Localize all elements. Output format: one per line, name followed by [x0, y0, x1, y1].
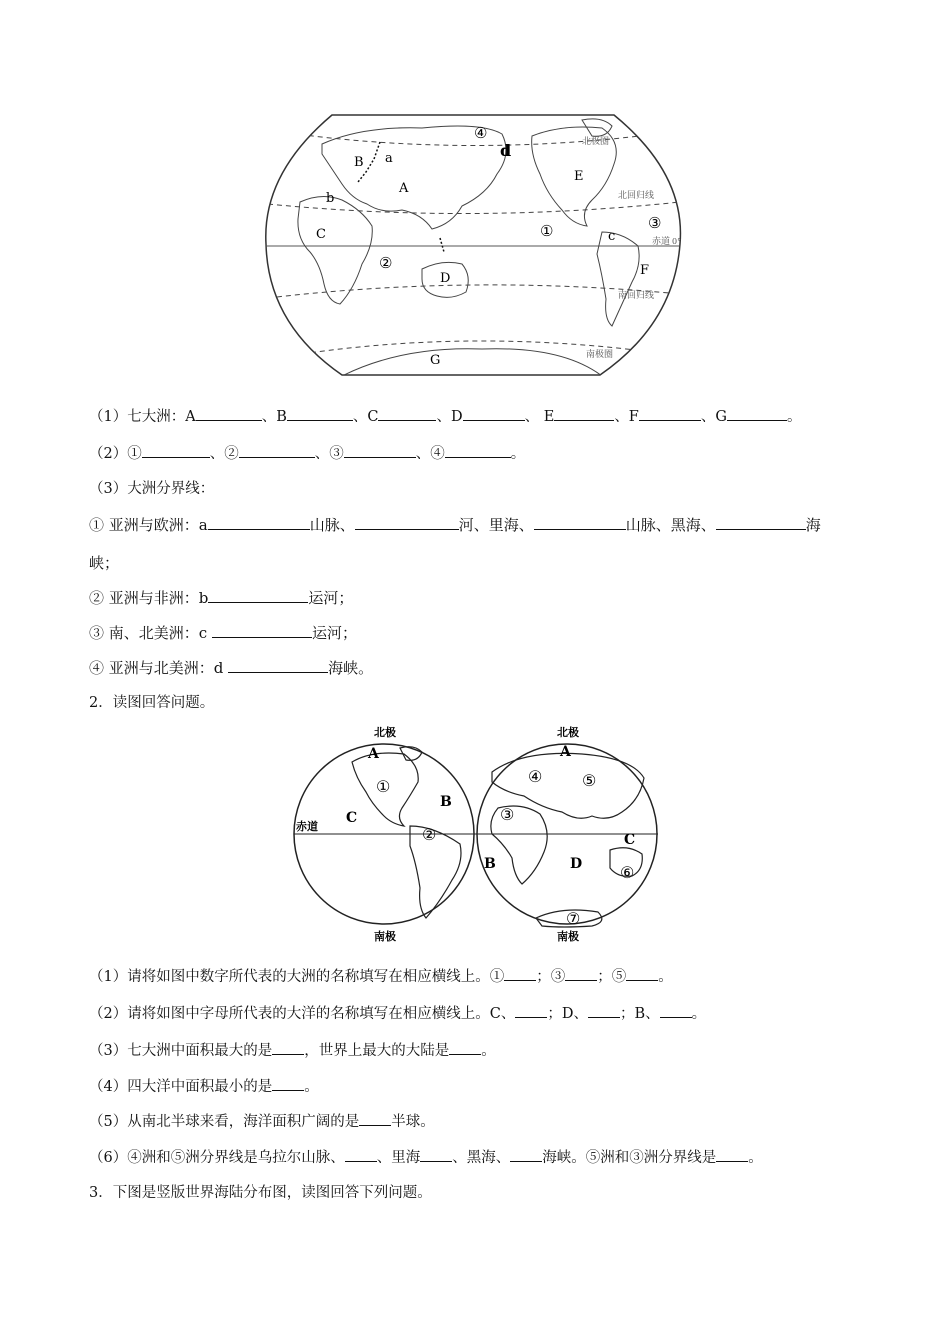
label-tropic-cancer: 北回归线 [618, 191, 655, 201]
blank-A[interactable] [196, 406, 262, 421]
west-n2: ② [422, 825, 437, 844]
label-G: G [430, 353, 441, 368]
q1-l1-p5: 、 E [524, 409, 555, 425]
blank-B[interactable] [287, 406, 353, 421]
label-C: C [316, 227, 326, 242]
blank-boundary-c[interactable] [212, 623, 312, 638]
blank-hemisphere[interactable] [359, 1111, 391, 1126]
q1-l1-p1: （1）七大洲：A [89, 409, 196, 425]
blank-smallest-ocean[interactable] [272, 1076, 304, 1091]
q1-l2-p1: （2）① [89, 446, 142, 462]
q1-l4-p5: 海 [805, 516, 821, 534]
q2-l2-p1: （2）请将如图中字母所代表的大洋的名称填写在相应横线上。C、 [89, 1006, 516, 1022]
q1-l1-p8: 。 [786, 409, 802, 425]
east-n6: ⑥ [620, 863, 635, 882]
label-arctic-circle: 北极圈 [582, 137, 610, 147]
blank-ocean-2[interactable] [239, 443, 315, 458]
blank-F[interactable] [639, 406, 701, 421]
q1-l2-p5: 。 [510, 446, 526, 462]
q2-line-2 [89, 1003, 706, 1024]
q2-line-5 [89, 1111, 435, 1132]
west-north-pole: 北极 [374, 726, 396, 739]
blank-ocean-4[interactable] [445, 443, 511, 458]
label-A: A [399, 181, 409, 196]
q1-l4-p1: ① 亚洲与欧洲：a [89, 516, 208, 534]
q1-l7-p2: 运河； [311, 624, 357, 642]
q2-l4-p1: （4）四大洋中面积最小的是 [89, 1079, 273, 1095]
blank-boundary-a2[interactable] [355, 515, 459, 530]
west-n1: ① [376, 777, 391, 796]
east-n3: ③ [500, 805, 515, 824]
label-d: d [500, 141, 512, 160]
label-F: F [640, 263, 650, 278]
label-equator-degree: 0° [672, 237, 682, 246]
blank-ocean-D[interactable] [588, 1003, 620, 1018]
q2-line-3 [89, 1040, 496, 1061]
q1-line-7 [89, 623, 357, 643]
label-ocean-2: ② [379, 254, 393, 272]
blank-boundary-45-3[interactable] [510, 1147, 542, 1162]
q2-l6-p5: 。 [748, 1150, 763, 1166]
q1-l4-p3: 河、里海、 [458, 516, 534, 534]
label-b: b [326, 191, 335, 206]
world-map-1 [262, 114, 686, 376]
label-D: D [440, 271, 451, 286]
blank-cont-3[interactable] [565, 966, 597, 981]
blank-ocean-3[interactable] [344, 443, 416, 458]
east-n7: ⑦ [566, 909, 581, 928]
east-D: D [570, 856, 583, 872]
blank-ocean-B[interactable] [660, 1003, 692, 1018]
blank-boundary-a4[interactable] [716, 515, 806, 530]
q1-line-1 [89, 406, 801, 427]
q2-line-1 [89, 966, 673, 987]
west-A: A [368, 746, 379, 762]
q1-line-8 [89, 658, 373, 678]
blank-E[interactable] [554, 406, 614, 421]
west-B: B [440, 794, 452, 810]
q1-l8-p1: ④ 亚洲与北美洲：d [89, 659, 229, 677]
q2-line-6 [89, 1147, 763, 1168]
blank-G[interactable] [727, 406, 787, 421]
label-antarctic-circle: 南极圈 [586, 350, 614, 360]
blank-cont-5[interactable] [626, 966, 658, 981]
q1-l4-p2: 山脉、 [309, 516, 355, 534]
q2-line-4 [89, 1076, 319, 1097]
q2-l1-p2: ；③ [536, 969, 566, 985]
q1-l2-p2: 、② [209, 446, 239, 462]
blank-boundary-45-2[interactable] [420, 1147, 452, 1162]
label-ocean-3: ③ [648, 214, 662, 232]
blank-boundary-45-1[interactable] [345, 1147, 377, 1162]
blank-boundary-b[interactable] [208, 588, 308, 603]
q2-l5-p1: （5）从南北半球来看，海洋面积广阔的是 [89, 1114, 360, 1130]
label-B: B [354, 155, 364, 170]
q2-l3-p1: （3）七大洲中面积最大的是 [89, 1043, 273, 1059]
label-equator: 赤道 [652, 237, 671, 247]
label-ocean-1: ① [540, 222, 554, 240]
q1-line-6 [89, 588, 353, 608]
q2-l1-p1: （1）请将如图中数字所代表的大洲的名称填写在相应横线上。① [89, 969, 505, 985]
blank-cont-1[interactable] [504, 966, 536, 981]
map-frame [266, 115, 681, 375]
label-E: E [574, 169, 584, 184]
label-tropic-capricorn: 南回归线 [618, 291, 655, 301]
q1-l1-p7: 、G [700, 409, 727, 425]
west-south-pole: 南极 [374, 930, 396, 943]
q1-l4-p4: 山脉、黑海、 [625, 516, 716, 534]
east-n5: ⑤ [582, 771, 597, 790]
blank-largest-continent[interactable] [272, 1040, 304, 1055]
blank-boundary-a3[interactable] [534, 515, 626, 530]
q1-l1-p3: 、C [352, 409, 379, 425]
q1-l6-p1: ② 亚洲与非洲：b [89, 589, 209, 607]
q1-l6-p2: 运河； [308, 589, 354, 607]
east-C: C [624, 832, 636, 848]
q3-title: 3．下图是竖版世界海陆分布图，读图回答下列问题。 [89, 1185, 432, 1201]
blank-boundary-d[interactable] [228, 658, 328, 673]
q1-l8-p2: 海峡。 [328, 659, 374, 677]
q1-line-2 [89, 443, 525, 464]
q2-l3-p3: 。 [481, 1043, 496, 1059]
blank-largest-mainland[interactable] [449, 1040, 481, 1055]
q2-l2-p3: ；B、 [619, 1006, 660, 1022]
q2-l6-p4: 海峡。⑤洲和③洲分界线是 [542, 1150, 717, 1166]
label-c: c [608, 229, 616, 244]
east-n4: ④ [528, 767, 543, 786]
blank-ocean-1[interactable] [142, 443, 210, 458]
q1-l7-p1: ③ 南、北美洲：c [89, 624, 212, 642]
q2-l4-p2: 。 [304, 1079, 319, 1095]
blank-ocean-C[interactable] [515, 1003, 547, 1018]
q1-l2-p3: 、③ [314, 446, 344, 462]
blank-boundary-a1[interactable] [208, 515, 310, 530]
q1-line-5: 峡； [89, 554, 120, 572]
q1-line-4 [89, 515, 821, 535]
blank-D[interactable] [463, 406, 525, 421]
q2-l6-p3: 、黑海、 [452, 1150, 511, 1166]
q2-l3-p2: ，世界上最大的大陆是 [304, 1043, 450, 1059]
q2-l6-p2: 、里海 [376, 1150, 421, 1166]
q2-l6-p1: （6）④洲和⑤洲分界线是乌拉尔山脉、 [89, 1150, 345, 1166]
equator-label: 赤道 [296, 820, 318, 833]
q2-l1-p4: 。 [658, 969, 673, 985]
q1-l2-p4: 、④ [415, 446, 445, 462]
q1-l1-p2: 、B [261, 409, 287, 425]
hemispheres-map [292, 722, 662, 946]
q2-l2-p4: 。 [691, 1006, 707, 1022]
q2-l5-p2: 半球。 [391, 1114, 435, 1130]
east-A: A [560, 744, 571, 760]
east-south-pole: 南极 [557, 930, 579, 943]
q2-l1-p3: ；⑤ [597, 969, 627, 985]
blank-boundary-53[interactable] [716, 1147, 748, 1162]
blank-C[interactable] [378, 406, 436, 421]
east-B: B [484, 856, 496, 872]
q1-l1-p6: 、F [614, 409, 639, 425]
q1-l1-p4: 、D [436, 409, 463, 425]
label-ocean-4: ④ [474, 124, 488, 142]
q2-title: 2．读图回答问题。 [89, 695, 215, 711]
east-north-pole: 北极 [557, 726, 579, 739]
west-C: C [346, 810, 358, 826]
q1-line-3: （3）大洲分界线： [89, 481, 215, 497]
label-a: a [385, 151, 393, 166]
q2-l2-p2: ；D、 [547, 1006, 588, 1022]
